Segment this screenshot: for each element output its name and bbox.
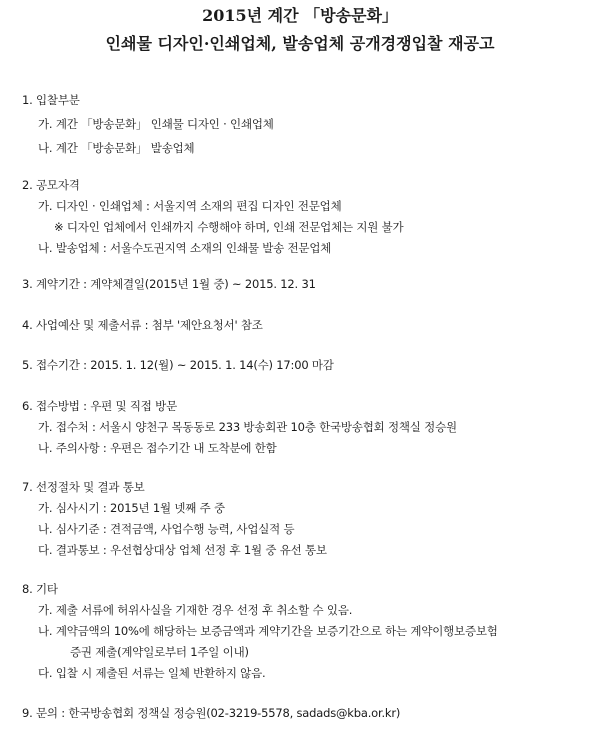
section-1-item-a: 가. 계간 「방송문화」 인쇄물 디자인 · 인쇄업체 — [38, 117, 274, 131]
section-8-item-c: 다. 입찰 시 제출된 서류는 일체 반환하지 않음. — [38, 666, 266, 680]
section-9-heading: 9. 문의 : 한국방송협회 정책실 정승원(02-3219-5578, sadads@kba.or.kr) — [22, 706, 401, 720]
section-1-item-b: 나. 계간 「방송문화」 발송업체 — [38, 141, 195, 155]
section-7-heading: 7. 선정절차 및 결과 통보 — [22, 480, 145, 494]
section-7-item-a: 가. 심사시기 : 2015년 1월 넷째 주 중 — [38, 501, 225, 515]
document-title-line-1: 2015년 계간 「방송문화」 — [202, 6, 398, 25]
section-2-item-a: 가. 디자인 · 인쇄업체 : 서울지역 소재의 편집 디자인 전문업체 — [38, 199, 342, 213]
section-3-heading: 3. 계약기간 : 계약체결일(2015년 1월 중) ~ 2015. 12. 31 — [22, 277, 316, 291]
section-4-heading: 4. 사업예산 및 제출서류 : 첨부 '제안요청서' 참조 — [22, 318, 263, 332]
section-2-note: ※ 디자인 업체에서 인쇄까지 수행해야 하며, 인쇄 전문업체는 지원 불가 — [54, 220, 404, 234]
section-7-item-b: 나. 심사기준 : 견적금액, 사업수행 능력, 사업실적 등 — [38, 522, 295, 536]
section-8-item-b-continued: 증권 제출(계약일로부터 1주일 이내) — [70, 645, 249, 659]
section-6-heading: 6. 접수방법 : 우편 및 직접 방문 — [22, 399, 177, 413]
section-1-heading: 1. 입찰부분 — [22, 93, 80, 107]
document-title-line-2: 인쇄물 디자인·인쇄업체, 발송업체 공개경쟁입찰 재공고 — [105, 34, 495, 53]
section-8-item-b: 나. 계약금액의 10%에 해당하는 보증금액과 계약기간을 보증기간으로 하는 계약이행보증보험 — [38, 624, 498, 638]
section-8-item-a: 가. 제출 서류에 허위사실을 기재한 경우 선정 후 취소할 수 있음. — [38, 603, 353, 617]
section-7-item-c: 다. 결과통보 : 우선협상대상 업체 선정 후 1월 중 유선 통보 — [38, 543, 327, 557]
section-2-heading: 2. 공모자격 — [22, 178, 80, 192]
section-2-item-b: 나. 발송업체 : 서울수도권지역 소재의 인쇄물 발송 전문업체 — [38, 241, 332, 255]
section-6-item-a: 가. 접수처 : 서울시 양천구 목동동로 233 방송회관 10층 한국방송협회 정책실 정승원 — [38, 420, 457, 434]
section-5-heading: 5. 접수기간 : 2015. 1. 12(월) ~ 2015. 1. 14(수) 17:00 마감 — [22, 358, 334, 372]
section-8-heading: 8. 기타 — [22, 582, 58, 596]
section-6-item-b: 나. 주의사항 : 우편은 접수기간 내 도착분에 한함 — [38, 441, 277, 455]
